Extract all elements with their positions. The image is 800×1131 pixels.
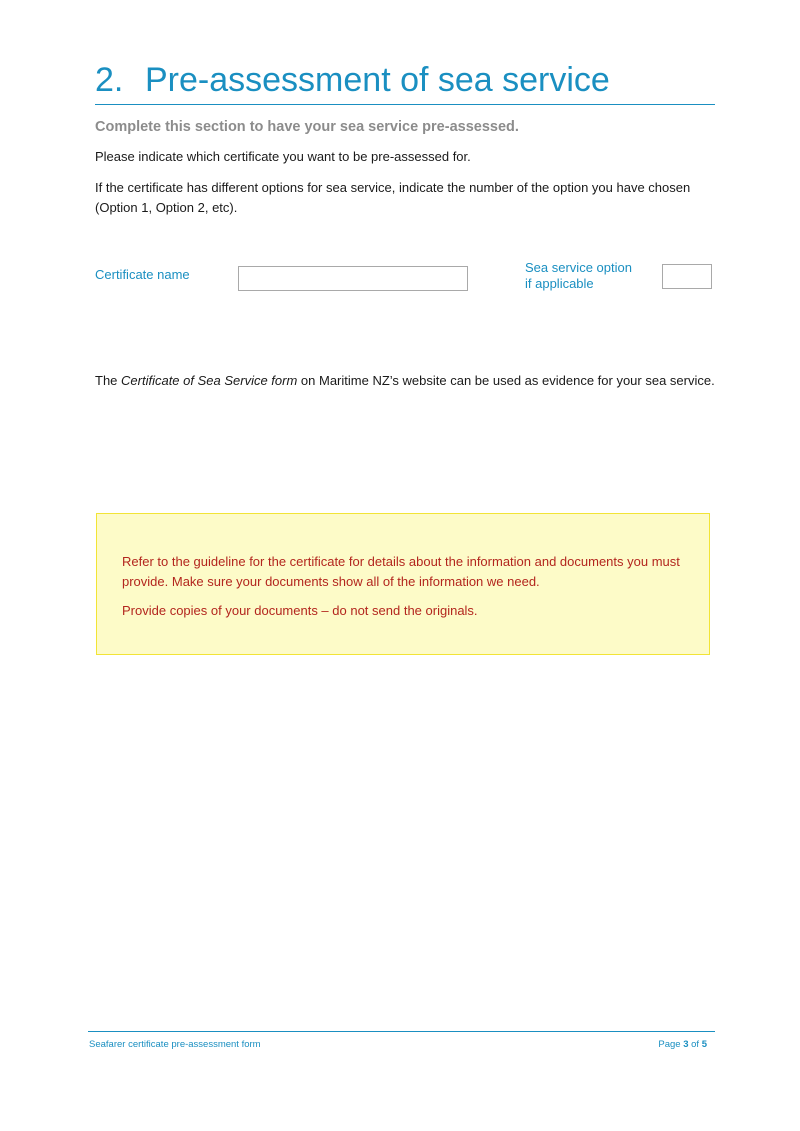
page-of: of (688, 1039, 702, 1050)
footer-divider (88, 1031, 715, 1032)
guideline-note-box (96, 513, 710, 655)
certificate-name-label: Certificate name (95, 267, 190, 282)
instruction-options: If the certificate has different options for sea service, indicate the number of the option you have chosen (Option 1, Option 2, etc). (95, 180, 691, 215)
guideline-note-text: Refer to the guideline for the certificate for details about the information and documents you must provide. Make sure your documents show all of the information we need. (122, 554, 680, 589)
sea-service-option-label-line2: if applicable (525, 276, 594, 291)
certificate-name-field[interactable] (238, 266, 468, 291)
sea-service-option-label-line1: Sea service option (525, 260, 632, 275)
footer-page-number (658, 1039, 707, 1050)
evidence-paragraph (95, 371, 720, 391)
instruction-certificate: Please indicate which certificate you want to be pre-assessed for. (95, 149, 471, 164)
page-total: 5 (701, 1039, 707, 1050)
section-title: Pre-assessment of sea service (145, 61, 610, 99)
page-word: Page (658, 1039, 684, 1050)
section-subheading: Complete this section to have your sea service pre-assessed. (95, 119, 519, 135)
evidence-text-start: The (95, 373, 122, 388)
section-number: 2. (95, 61, 124, 99)
sea-service-option-label (525, 260, 632, 292)
section-heading (95, 58, 715, 105)
sea-service-option-field[interactable] (662, 264, 712, 289)
copies-note-text: Provide copies of your documents – do not send the originals. (122, 603, 478, 618)
page-current: 3 (683, 1039, 689, 1050)
certificate-of-sea-service-form-ref: Certificate of Sea Service form (121, 373, 298, 388)
footer-form-title: Seafarer certificate pre-assessment form (89, 1039, 261, 1050)
evidence-text-end: on Maritime NZ’s website can be used as evidence for your sea service. (297, 373, 715, 388)
